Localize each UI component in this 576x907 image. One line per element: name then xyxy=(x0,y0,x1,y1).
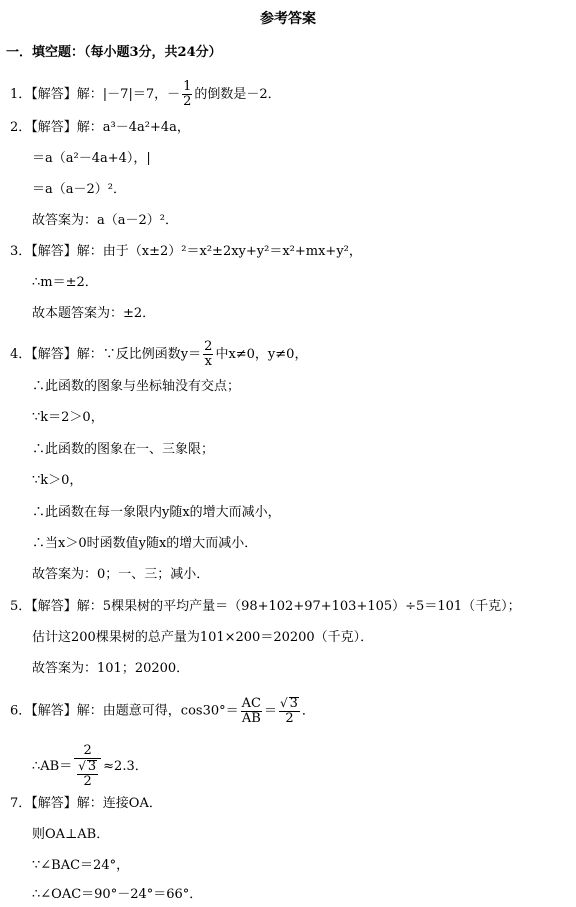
answer-head: 【解答】解： xyxy=(31,244,103,259)
answer-line: ∴∠OAC＝90°－24°＝66°． xyxy=(32,887,203,902)
answer-text: 中x≠0，y≠0， xyxy=(215,347,308,362)
answer-1 xyxy=(10,80,281,109)
answer-line: 故本题答案为：±2． xyxy=(32,306,156,321)
answer-line: ∵∠BAC＝24°， xyxy=(32,858,130,873)
answer-line: ∴此函数的图象在一、三象限； xyxy=(32,442,215,457)
answer-number: 2． xyxy=(10,120,32,135)
answer-number: 4． xyxy=(10,347,32,362)
answer-text: ． xyxy=(301,703,315,719)
answer-text: 由题意可得，cos30°＝ xyxy=(102,703,239,719)
fraction: $\frac{AC}{AB}$ xyxy=(241,695,261,726)
answer-line: 故答案为：101；20200． xyxy=(32,661,190,676)
answer-text: |－7|＝7，－ xyxy=(102,87,181,102)
fraction: $\frac{1}{2}$ xyxy=(183,79,192,109)
answer-2 xyxy=(10,119,190,137)
answer-4 xyxy=(10,340,307,369)
compound-fraction: $\frac{2}{\frac{√ 3}{2}}$ xyxy=(74,744,101,789)
fraction: $\frac{√ 3}{2}$ xyxy=(279,696,298,726)
answer-text: 5棵果树的平均产量＝（98+102+97+103+105）÷5＝101（千克）； xyxy=(102,599,521,614)
answer-line: ∵k＞0， xyxy=(32,473,83,488)
answer-head: 【解答】解： xyxy=(31,347,103,362)
answer-line: ∴此函数的图象与坐标轴没有交点； xyxy=(32,379,241,394)
answer-line: ∵k＝2＞0， xyxy=(32,410,104,425)
answer-3 xyxy=(10,243,362,261)
answer-text: 连接OA． xyxy=(102,796,162,811)
section-heading: 一．填空题：（每小题3分，共24分） xyxy=(6,45,222,60)
answer-text: ∴AB＝ xyxy=(32,759,73,774)
answer-line: 故答案为：0；一、三；减小． xyxy=(32,567,210,582)
answer-head: 【解答】解： xyxy=(31,120,103,135)
answer-line: ∴此函数在每一象限内y随x的增大而减小， xyxy=(32,505,281,520)
answer-line: ∴当x＞0时函数值y随x的增大而减小． xyxy=(32,536,258,551)
answer-line: ＝a（a²－4a+4），| xyxy=(32,151,151,166)
answer-number: 5． xyxy=(10,599,32,614)
answer-head: 【解答】解： xyxy=(31,599,103,614)
page-title: 参考答案 xyxy=(260,11,316,27)
answer-line: 估计这200棵果树的总产量为101×200＝20200（千克）． xyxy=(32,630,374,645)
answer-line xyxy=(32,744,148,789)
answer-line: 则OA⊥AB． xyxy=(32,827,110,842)
answer-number: 7． xyxy=(10,796,32,811)
answer-7 xyxy=(10,795,162,813)
answer-number: 6． xyxy=(10,703,32,719)
answer-head: 【解答】解： xyxy=(31,87,103,102)
answer-text: ≈2.3． xyxy=(103,759,148,774)
answer-text: ＝ xyxy=(263,703,277,719)
answer-line: 故答案为：a（a－2）²． xyxy=(32,213,178,228)
fraction: $\frac{2}{x}$ xyxy=(204,339,213,369)
answer-text: 的倒数是－2． xyxy=(194,87,281,102)
answer-5 xyxy=(10,598,521,616)
answer-6 xyxy=(10,696,315,726)
answer-head: 【解答】解： xyxy=(31,703,103,719)
answer-text: ∵反比例函数y＝ xyxy=(102,347,202,362)
answer-text: a³－4a²+4a， xyxy=(102,120,190,135)
answer-text: 由于（x±2）²＝x²±2xy+y²＝x²+mx+y²， xyxy=(102,244,362,259)
answer-number: 1． xyxy=(10,87,32,102)
answer-head: 【解答】解： xyxy=(31,796,103,811)
answer-line: ∴m＝±2． xyxy=(32,275,98,290)
answer-line: ＝a（a－2）²． xyxy=(32,182,126,197)
answer-number: 3． xyxy=(10,244,32,259)
fraction: $\frac{√ 3}{2}$ xyxy=(78,759,97,789)
